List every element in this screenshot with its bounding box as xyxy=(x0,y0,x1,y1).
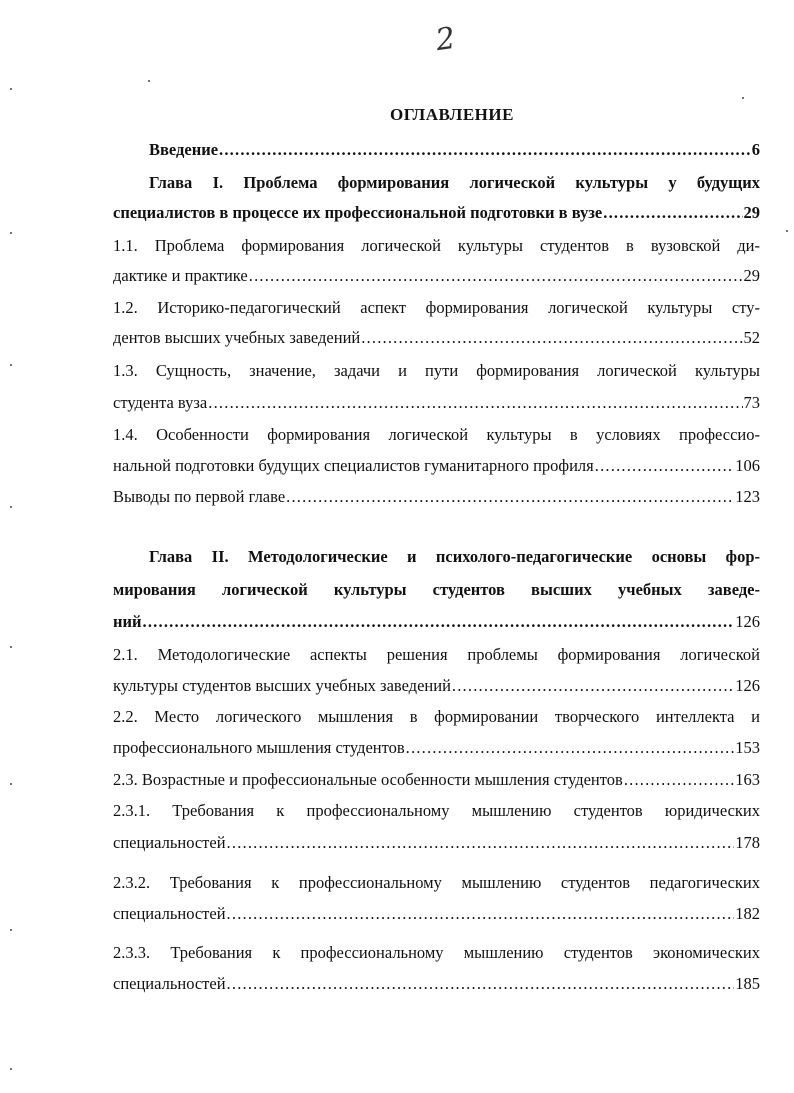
toc-entry-section-1-2[interactable] xyxy=(113,328,760,348)
toc-chapter-1-line1: Глава I. Проблема формирования логической культуры у будущих xyxy=(149,173,760,192)
scan-speck xyxy=(10,506,12,508)
toc-page: 185 xyxy=(735,974,760,993)
toc-section-1-4-line1: 1.4. Особенности формирования логической культуры в условиях профессио- xyxy=(113,425,760,444)
toc-section-2-3-3-line1: 2.3.3. Требования к профессиональному мышлению студентов экономических xyxy=(113,943,760,962)
leader-dots xyxy=(624,770,734,790)
leader-dots xyxy=(143,612,735,632)
toc-entry-section-2-3-1[interactable] xyxy=(113,833,760,853)
scan-speck xyxy=(10,1068,12,1070)
leader-dots xyxy=(361,328,742,348)
toc-entry-section-2-3-2[interactable] xyxy=(113,904,760,924)
page-title: ОГЛАВЛЕНИЕ xyxy=(390,105,514,124)
toc-entry-section-2-3-3[interactable] xyxy=(113,974,760,994)
leader-dots xyxy=(227,833,735,853)
toc-chapter-2-line2: мирования логической культуры студентов высших учебных заведе- xyxy=(113,580,760,599)
toc-entry-text: ний xyxy=(113,612,142,631)
leader-dots xyxy=(406,738,735,758)
scan-speck xyxy=(786,230,788,232)
toc-entry-text: Выводы по первой главе xyxy=(113,487,286,506)
toc-page: 182 xyxy=(735,904,760,923)
toc-entry-text: нальной подготовки будущих специалистов гуманитарного профиля xyxy=(113,456,594,475)
leader-dots xyxy=(249,266,743,286)
toc-entry-text: специальностей xyxy=(113,904,226,923)
toc-entry-text: специальностей xyxy=(113,833,226,852)
toc-section-1-2-line1: 1.2. Историко-педагогический аспект формирования логической культуры сту- xyxy=(113,298,760,317)
toc-entry-section-1-4[interactable] xyxy=(113,456,760,476)
leader-dots xyxy=(595,456,734,476)
toc-entry-text: специалистов в процессе их профессиональной подготовки в вузе xyxy=(113,203,603,222)
scan-speck xyxy=(10,232,12,234)
toc-section-2-3-2-line1: 2.3.2. Требования к профессиональному мышлению студентов педагогических xyxy=(113,873,760,892)
toc-entry-chapter-1[interactable] xyxy=(113,203,760,223)
toc-section-1-1-line1: 1.1. Проблема формирования логической культуры студентов в вузовской ди- xyxy=(113,236,760,255)
toc-page: 163 xyxy=(735,770,760,789)
toc-entry-text: специальностей xyxy=(113,974,226,993)
toc-page: 29 xyxy=(743,203,760,222)
toc-entry-text: культуры студентов высших учебных заведений xyxy=(113,676,451,695)
handwritten-page-number: 2 xyxy=(433,20,458,59)
leader-dots xyxy=(452,676,734,696)
toc-entry-section-1-1[interactable] xyxy=(113,266,760,286)
toc-page: 73 xyxy=(743,393,760,412)
toc-entry-text: 2.3. Возрастные и профессиональные особенности мышления студентов xyxy=(113,770,623,789)
toc-page: 29 xyxy=(743,266,760,285)
toc-section-1-3-line1: 1.3. Сущность, значение, задачи и пути формирования логической культуры xyxy=(113,361,760,380)
toc-section-2-2-line1: 2.2. Место логического мышления в формировании творческого интеллекта и xyxy=(113,707,760,726)
toc-entry-text: профессионального мышления студентов xyxy=(113,738,405,757)
toc-entry-section-2-3[interactable] xyxy=(113,770,760,790)
scan-speck xyxy=(148,80,150,82)
toc-entry-text: дактике и практике xyxy=(113,266,248,285)
toc-entry-section-2-1[interactable] xyxy=(113,676,760,696)
toc-entry-section-1-3[interactable] xyxy=(113,393,760,413)
toc-chapter-2-line1: Глава II. Методологические и психолого-педагогические основы фор- xyxy=(149,547,760,566)
toc-page: 123 xyxy=(735,487,760,506)
toc-page: 126 xyxy=(735,676,760,695)
scan-speck xyxy=(10,646,12,648)
toc-entry-chapter-2[interactable] xyxy=(113,612,760,632)
toc-page: 178 xyxy=(735,833,760,852)
leader-dots xyxy=(219,140,751,160)
scan-speck xyxy=(10,783,12,785)
leader-dots xyxy=(227,904,735,924)
toc-page: 6 xyxy=(751,140,760,159)
toc-section-2-1-line1: 2.1. Методологические аспекты решения проблемы формирования логической xyxy=(113,645,760,664)
toc-page: 153 xyxy=(735,738,760,757)
leader-dots xyxy=(227,974,735,994)
toc-page: 106 xyxy=(735,456,760,475)
scan-speck xyxy=(742,97,744,99)
toc-entry-text: студента вуза xyxy=(113,393,208,412)
toc-section-2-3-1-line1: 2.3.1. Требования к профессиональному мышлению студентов юридических xyxy=(113,801,760,820)
scan-speck xyxy=(10,88,12,90)
leader-dots xyxy=(603,203,742,223)
toc-entry-section-2-2[interactable] xyxy=(113,738,760,758)
leader-dots xyxy=(208,393,742,413)
toc-page: 126 xyxy=(735,612,760,631)
toc-page: 52 xyxy=(743,328,760,347)
toc-entry-text: дентов высших учебных заведений xyxy=(113,328,361,347)
scan-speck xyxy=(10,364,12,366)
leader-dots xyxy=(286,487,734,507)
toc-entry-conclusions-1[interactable] xyxy=(113,487,760,507)
toc-entry-introduction[interactable] xyxy=(113,140,760,160)
toc-entry-text: Введение xyxy=(149,140,219,159)
scan-speck xyxy=(10,929,12,931)
